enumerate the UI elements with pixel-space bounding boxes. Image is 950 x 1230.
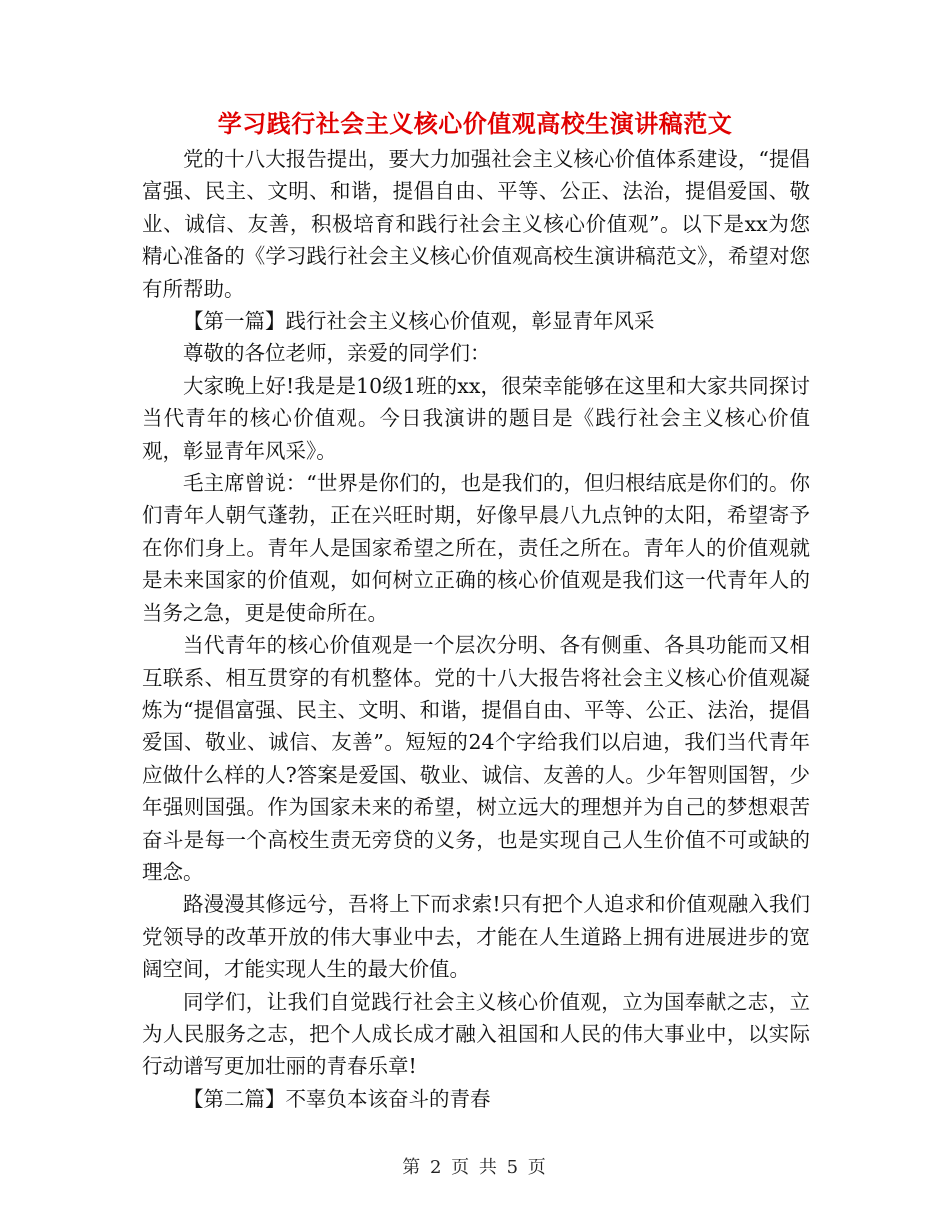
paragraph-greeting: 尊敬的各位老师，亲爱的同学们：	[183, 341, 491, 366]
section-heading-1: 【第一篇】践行社会主义核心价值观，彰显青年风采	[183, 309, 655, 334]
paragraph: 大家晚上好!我是是10级1班的xx，很荣幸能够在这里和大家共同探讨当代青年的核心价值观。今日我演讲的题目是《践行社会主义核心价值观，彰显青年风采》。	[142, 373, 810, 463]
document-body	[142, 143, 810, 1115]
page-footer: 第 2 页 共 5 页	[402, 1157, 548, 1178]
paragraph: 当代青年的核心价值观是一个层次分明、各有侧重、各具功能而又相互联系、相互贯穿的有机整体。党的十八大报告将社会主义核心价值观凝炼为“提倡富强、民主、文明、和谐，提倡自由、平等、公正、法治，提倡爱国、敬业、诚信、友善”。短短的24个字给我们以启迪，我们当代青年应做什么样的人?答案是爱国、敬业、诚信、友善的人。少年智则国智，少年强则国强。作为国家未来的希望，树立远大的理想并为自己的梦想艰苦奋斗是每一个高校生责无旁贷的义务，也是实现自己人生价值不可或缺的理念。	[142, 633, 810, 884]
paragraph: 同学们，让我们自觉践行社会主义核心价值观，立为国奉献之志，立为人民服务之志，把个人成长成才融入祖国和人民的伟大事业中，以实际行动谱写更加壮丽的青春乐章!	[142, 989, 810, 1079]
paragraph-intro: 党的十八大报告提出，要大力加强社会主义核心价值体系建设，“提倡富强、民主、文明、和谐，提倡自由、平等、公正、法治，提倡爱国、敬业、诚信、友善，积极培育和践行社会主义核心价值观”。以下是xx为您精心准备的《学习践行社会主义核心价值观高校生演讲稿范文》，希望对您有所帮助。	[142, 147, 810, 301]
paragraph: 路漫漫其修远兮，吾将上下而求索!只有把个人追求和价值观融入我们党领导的改革开放的伟大事业中去，才能在人生道路上拥有进展进步的宽阔空间，才能实现人生的最大价值。	[142, 892, 810, 982]
paragraph: 毛主席曾说：“世界是你们的，也是我们的，但归根结底是你们的。你们青年人朝气蓬勃，正在兴旺时期，好像早晨八九点钟的太阳，希望寄予在你们身上。青年人是国家希望之所在，责任之所在。青年人的价值观就是未来国家的价值观，如何树立正确的核心价值观是我们这一代青年人的当务之急，更是使命所在。	[142, 471, 810, 625]
section-heading-2: 【第二篇】不辜负本该奋斗的青春	[183, 1086, 491, 1111]
document-title: 学习践行社会主义核心价值观高校生演讲稿范文	[217, 109, 733, 138]
